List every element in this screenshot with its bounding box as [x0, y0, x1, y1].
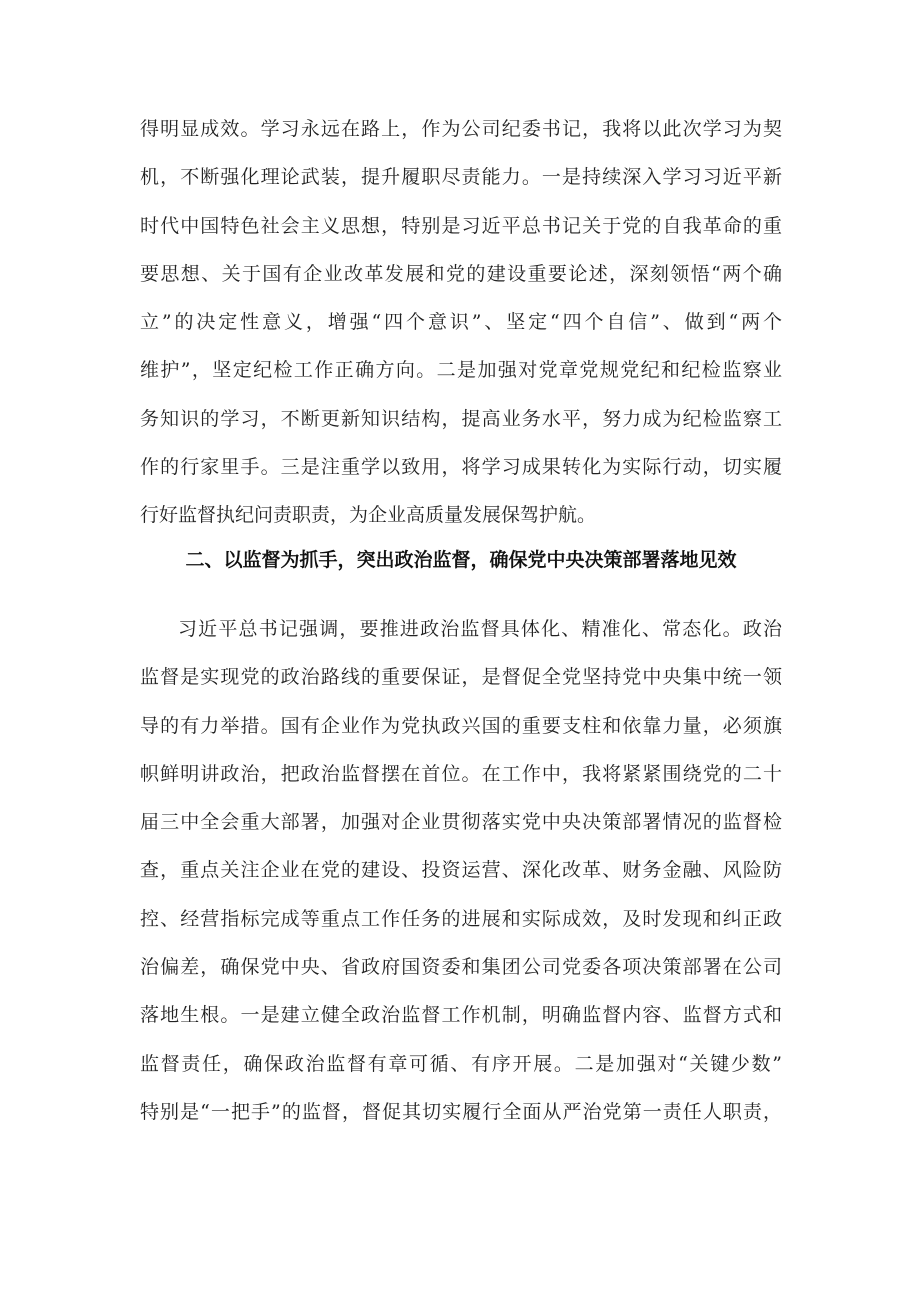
paragraph-line: 得明显成效。学习永远在路上，作为公司纪委书记，我将以此次学习为契: [140, 118, 782, 140]
paragraph-line: 特别是“一把手”的监督，督促其切实履行全面从严治党第一责任人职责，: [140, 1100, 782, 1123]
paragraph-line: 维护”，坚定纪检工作正确方向。二是加强对党章党规党纪和纪检监察业: [140, 359, 782, 382]
paragraph-line: 导的有力举措。国有企业作为党执政兴国的重要支柱和依靠力量，必须旗: [140, 714, 782, 737]
paragraph-line: 作的行家里手。三是注重学以致用，将学习成果转化为实际行动，切实履: [140, 456, 782, 479]
paragraph-line: 查，重点关注企业在党的建设、投资运营、深化改革、财务金融、风险防: [140, 859, 782, 882]
paragraph-learning-commitment: [140, 105, 782, 540]
paragraph-line: 时代中国特色社会主义思想，特别是习近平总书记关于党的自我革命的重: [140, 214, 782, 237]
paragraph-line: 监督责任，确保政治监督有章可循、有序开展。二是加强对“关键少数”: [140, 1052, 782, 1075]
paragraph-line: 届三中全会重大部署，加强对企业贯彻落实党中央决策部署情况的监督检: [140, 811, 782, 834]
paragraph-line: 控、经营指标完成等重点工作任务的进展和实际成效，及时发现和纠正政: [140, 907, 782, 930]
paragraph-line: 要思想、关于国有企业改革发展和党的建设重要论述，深刻领悟“两个确: [140, 262, 782, 285]
paragraph-line: 落地生根。一是建立健全政治监督工作机制，明确监督内容、监督方式和: [140, 1004, 782, 1027]
paragraph-line: 治偏差，确保党中央、省政府国资委和集团公司党委各项决策部署在公司: [140, 956, 782, 979]
paragraph-line: 行好监督执纪问责职责，为企业高质量发展保驾护航。: [140, 504, 597, 527]
paragraph-political-supervision: [140, 605, 782, 1136]
paragraph-line: 务知识的学习，不断更新知识结构，提高业务水平，努力成为纪检监察工: [140, 407, 782, 430]
paragraph-line: 机，不断强化理论武装，提升履职尽责能力。一是持续深入学习习近平新: [140, 166, 782, 189]
paragraph-line: 立”的决定性意义，增强“四个意识”、坚定“四个自信”、做到“两个: [140, 311, 782, 334]
paragraph-line: 习近平总书记强调，要推进政治监督具体化、精准化、常态化。政治: [178, 618, 782, 640]
paragraph-line: 监督是实现党的政治路线的重要保证，是督促全党坚持党中央集中统一领: [140, 666, 782, 689]
paragraph-line: 帜鲜明讲政治，把政治监督摆在首位。在工作中，我将紧紧围绕党的二十: [140, 762, 782, 785]
section-heading-2: 二、以监督为抓手，突出政治监督，确保党中央决策部署落地见效: [185, 549, 737, 571]
